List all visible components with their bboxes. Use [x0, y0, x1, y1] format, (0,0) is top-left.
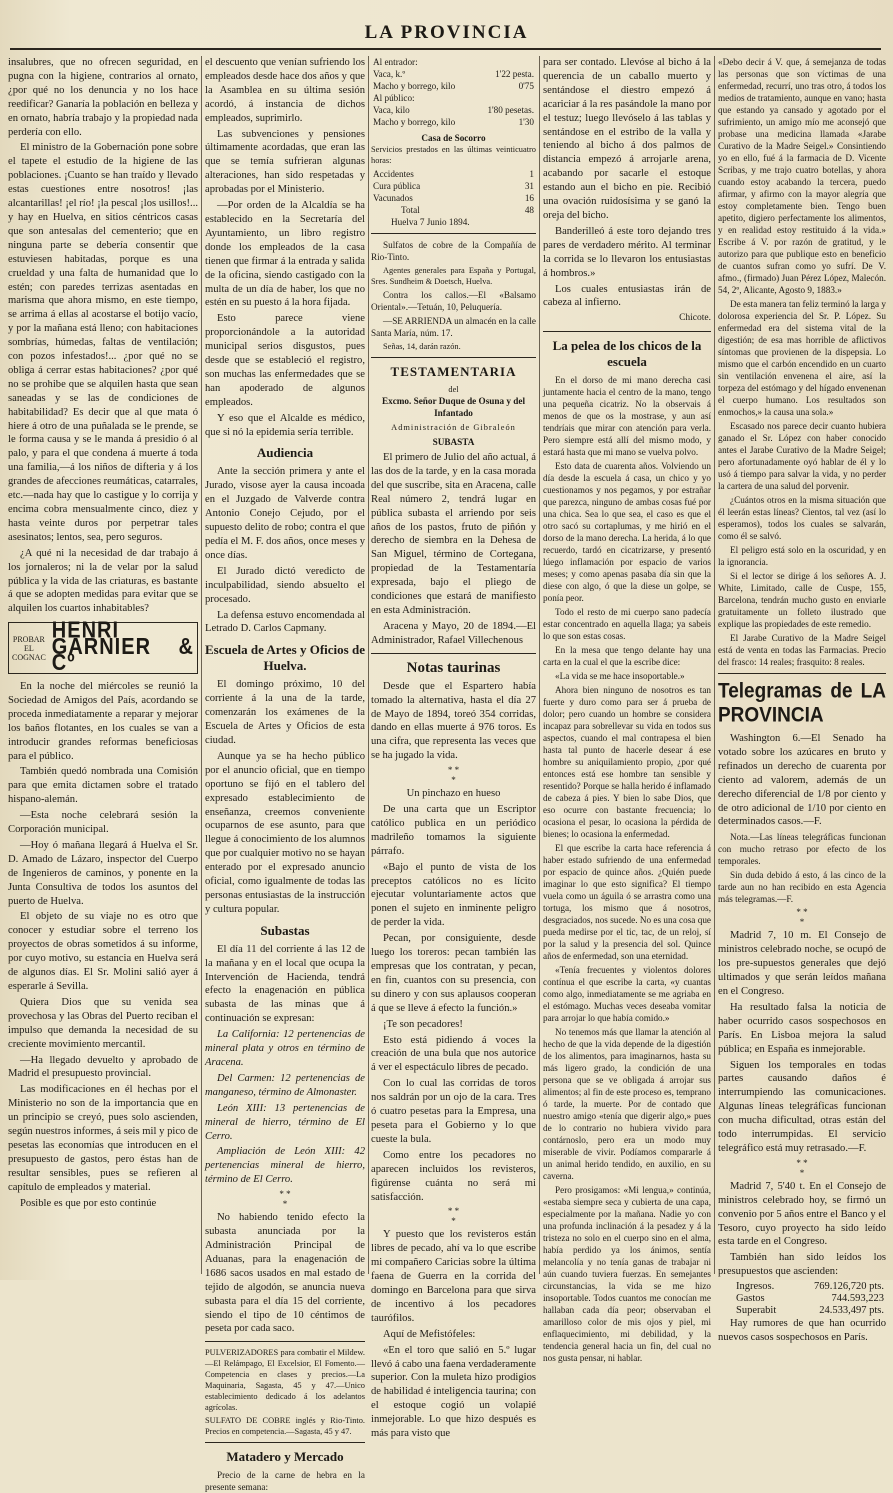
table-row — [718, 1293, 886, 1305]
paragraph: El objeto de su viaje no es otro que conocer y estudiar sobre el terreno los proyectos de obras sometidos á su informe, por cuyo motivo, su estancia en Huelva será de algunos días. El Sr. Molini salió ayer á esperarle á Sevilla. — [8, 911, 198, 992]
section-stars: * * * — [796, 1157, 808, 1178]
section-heading-audiencia: Audiencia — [256, 445, 314, 461]
sulfatos-ad-agents: Agentes generales para España y Portugal, Sres. Sundheim & Doetsch, Huelva. — [371, 266, 536, 286]
signature: Chicote. — [679, 313, 711, 324]
paragraph: Quiera Dios que su venida sea provechosa y las Obras del Puerto reciban el impulso que demanda la necesidad de su creciente movimiento mercantil. — [8, 996, 198, 1050]
section-heading-pelea: La pelea de los chicos de la escuela — [552, 338, 702, 370]
paragraph: Todo el resto de mi cuerpo sano padecía estar concentrado en aquella llaga; ya sabeis lo que son estas cosas. — [543, 607, 711, 642]
price-label: Macho y borrego, kilo — [373, 117, 456, 127]
budget-value: 24.533,497 pts. — [819, 1305, 884, 1317]
paragraph: En el dorso de mi mano derecha casi juntamente hacia el centro de la mano, tengo una pequeña cicatriz. No la observais á menos de que os la mostrase, y aun así tendríais que mirar con atención para verla. Pero siempre está allí del mismo modo, y estará hasta que mi mano se vuelva polvo. — [543, 375, 711, 458]
paragraph: El Jarabe Curativo de la Madre Seigel está de venta en todas las Farmacias. Precio del frasco: 14 reales; frasquito: 8 reales. — [718, 633, 886, 667]
section-stars: * * * — [279, 1189, 291, 1210]
table-row — [371, 192, 536, 204]
column-rule — [368, 56, 369, 1274]
column-4 — [543, 56, 711, 1364]
paragraph: El peligro está solo en la oscuridad, y en la ignorancia. — [718, 545, 886, 567]
ad-small-text: PROBAR EL COGNAC — [12, 634, 46, 662]
testamentaria-name: Excmo. Señor Duque de Osuna y del Infantado — [381, 396, 526, 418]
paragraph: Precio de la carne de hebra en la presente semana: — [205, 1470, 365, 1493]
sulfatos-ad: Sulfatos de cobre de la Compañía de Rio-Tinto. — [371, 240, 536, 262]
paragraph: Como entre los pecadores no aparecen incluidos los revisteros, figúrense cuánta no será mi satisfacción. — [371, 1149, 536, 1203]
price-value — [475, 92, 536, 104]
table-row — [371, 168, 536, 180]
price-value — [475, 56, 536, 68]
arrienda-ad-detail: Señas, 14, darán razón. — [383, 342, 461, 351]
paragraph: Hay rumores de que han ocurrido nuevos casos sospechosos en París. — [718, 1318, 886, 1344]
paragraph: En la mesa que tengo delante hay una carta en la cual el que la escribe dice: — [543, 645, 711, 668]
paragraph: insalubres, que no ofrecen seguridad, en pugna con la higiene, contrarios al ornato, ¿por qué no los denuncia y no los hace reedificar? Ganaría la población en belleza y en ornato, habría trabajo y la propiedad nada perdería con ello. — [8, 57, 198, 138]
socorro-value: 16 — [524, 193, 534, 203]
budget-label: Superabit — [736, 1305, 777, 1317]
socorro-value: 48 — [524, 205, 534, 215]
pulverizadores-ad: PULVERIZADORES para combatir el Mildew.—El Relámpago, El Excelsior, El Fomento.—Competencia en clases y precios.—La Maquinaria, Sagasta, 45 y 47.—Unico establecimiento dedicado á los adelantos agrícolas. — [205, 1348, 365, 1413]
section-heading-notas-taurinas: Notas taurinas — [406, 659, 501, 676]
paragraph: Sin duda debido á esto, á las cinco de la tarde aun no han recibido en esta Agencia más telegramas.—F. — [718, 870, 886, 905]
testamentaria-del: del — [448, 385, 459, 394]
paragraph: Escasado nos parece decir cuanto hubiera ganado el Sr. López con haber conocido antes el Jarabe Curativo de la Madre Seigel; pero afortunadamente oyó hablar de él y lo usó á tiempo para salvar la vida, y no perder la cartera de una salud del porvenir. — [718, 421, 886, 491]
budget-label: Gastos — [736, 1293, 765, 1305]
section-stars: * * * — [447, 765, 460, 786]
paragraph: —Hoy ó mañana llegará á Huelva el Sr. D. Amado de Lázaro, inspector del Cuerpo de Ingenieros de caminos, y ponente en la Junta Consultiva de todos los asuntos del puerto de Huelva. — [8, 839, 198, 907]
paragraph: el descuento que venían sufriendo los empleados desde hace dos años y que la Asamblea en su última sesión acordó, á instancia de dichos empleados, suprimirlo. — [205, 57, 365, 124]
testamentaria-admin: Administración de Gibraleón — [391, 423, 516, 432]
paragraph: Banderilleó á este toro dejando tres pares de verdadero mérito. Al terminar la corrida se lo llevaron los entusiastas á hombros.» — [543, 225, 711, 279]
table-row — [371, 56, 536, 68]
table-row — [371, 116, 536, 128]
section-stars: * * * — [447, 1206, 460, 1227]
paragraph: Las modificaciones en él hechas por el Ministerio no son de la importancia que en un principio se creyó, pues solo ascienden, según nuestros informes, á seis mil y pico de pesetas las economías que introducen en el presupuesto de gastos, pero éstas han de resultar sensibles, pues se refieren al capítulo de empleados y material. — [8, 1084, 198, 1193]
section-heading-subastas: Subastas — [260, 922, 310, 938]
budget-label: Ingresos. — [736, 1281, 775, 1293]
testamentaria-title: TESTAMENTARIA — [390, 364, 517, 379]
paragraph: El día 11 del corriente á las 12 de la mañana y en el local que ocupa la Intervención de Hacienda, tendrá efecto la enagenación en pública subasta de las minas que á continuación se expresan: — [205, 943, 365, 1025]
socorro-label: Vacunados — [373, 193, 413, 203]
divider — [718, 673, 886, 674]
price-label: Al público: — [373, 93, 415, 103]
paragraph: Aracena y Mayo, 20 de 1894.—El Administrador, Rafael Villechenous — [371, 620, 536, 646]
paragraph: El ministro de la Gobernación pone sobre el tapete el estudio de la higiene de las poblaciones. ¡Cuanto se han traído y llevado estas cuestiones entre nosotros! ¡las alcantarillas! ¡el río! ¡la pescal ¡los usillos!... y hay en Huelva, en sitios céntricos casas que son antesalas del cementerio; que en ninguna parte se debería consentir que estuviesen habitadas, porque es una crueldad y una falta de humanidad que lo estén; con paredes terrizas asentadas en marisma que ahora mismo, en este tiempo, se arrima á ellas al acostarse el botijo vacío, y por la mañana está lleno; con habitaciones sombrías, húmedas, faltas de ventilación; con pozos infestados!... ¿por qué no se obliga á cerrar estas habitaciones? ¿por qué no se prohibe que se alquilen hasta que sean saneadas y se las de condiciones de habitabilidad? Es decir que al que mata ó hiere á otro de una puñalada se le prende, se le forma causa y se le manda á presidio ó al palo, y para el que condena á muerte á toda una familia,—á los niños de difteria y á los grandes de afecciones reumáticas, catarrales, etc.—nada hay que lo castigue y lo corrija y encima cobra mensualmente cinco, diez y hasta veinte duros por perpetrar tales asesinatos; lentos, sea, pero seguros. — [8, 142, 198, 543]
paragraph: Desde que el Espartero había tomado la alternativa, hasta el día 27 de Mayo de 1894, toreó 354 corridas, dando en ellas muerte á 976 toros. Es una cifra, que representa las veces que se ha jugado la vida. — [371, 680, 536, 762]
paragraph: No habiendo tenido efecto la subasta anunciada por la Administración Principal de Aduanas, para la enagenación de 1686 sacos usados en mal estado de tejido de algodón, se anuncia nueva subasta para el día 15 del corriente, siendo el tipo de 10 céntimos de peseta por cada saco. — [205, 1212, 365, 1335]
column-2 — [205, 56, 365, 1493]
mine-listing: La California: 12 pertenencias de mineral plata y otros en término de Aracena. — [205, 1029, 365, 1068]
paragraph: Aquí de Mefistófeles: — [383, 1328, 476, 1340]
paragraph: ¡Te son pecadores! — [383, 1018, 463, 1030]
table-row — [718, 1305, 886, 1317]
paragraph: Esto parece viene proporcionándole a la autoridad municipal serios disgustos, pues desde que se estableció el registro, son muchas las enfermedades que se han apoderado de algunos empleados. — [205, 313, 365, 408]
section-stars: * * * — [796, 907, 808, 928]
sulfato-ad: SULFATO DE COBRE inglés y Rio-Tinto. Precios en competencia.—Sagasta, 45 y 47. — [205, 1416, 365, 1437]
price-label: Vaca, k.º — [373, 69, 406, 79]
paragraph: En la noche del miércoles se reunió la Sociedad de Amigos del País, acordando se proceda inmediatamente a reparar y mejorar los baños flotantes, en los cuales se van a introducir grandes reformas beneficiosas para el público. — [8, 680, 198, 762]
socorro-label: Accidentes — [373, 169, 414, 179]
ad-brand-name: HENRI GARNIER & Cº — [51, 618, 194, 676]
divider — [543, 331, 711, 332]
paragraph: Aunque ya se ha hecho público por el anuncio oficial, que en tiempo oportuno se fijó en el tablero del expresado establecimiento de enseñanza, creemos conveniente ocuparnos de ese asunto, para que llegue á conocimiento de los alumnos que por cualquier motivo no se hayan enterado por el expresado anuncio oficial, como igualmente de todas las personas entusiastas de la instrucción y cultura popular. — [205, 750, 365, 915]
price-value: 1'22 pesta. — [495, 69, 534, 79]
paragraph: —Ha llegado devuelto y aprobado de Madrid el presupuesto provincial. — [8, 1054, 198, 1080]
paragraph: Pecan, por consiguiente, desde luego los toreros: pecan también las empresas que los contratan, y pecan, en fin, cuantos con su presencia, con su dinero y con sus aplausos cooperan á que se lleve á efecto la función.» — [371, 933, 536, 1014]
socorro-value: 1 — [529, 169, 534, 179]
paragraph: para ser contado. Llevóse al bicho á la querencia de un caballo muerto y sentándose el diestro empezó á acariciar á la res pasándole la mano por el testuz; luego llevóselo á las tablas y sentándose en el estribo de la valla y teniendo al bicho á dos palmos de distancia empezó á arrojarle arena, acabando por sacarle el estoque estando aun el bicho en pie. Recibió una ovación ruidosísima y se ganó la oreja del bicho. — [543, 57, 711, 221]
subheading: Un pinchazo en hueso — [406, 788, 501, 800]
paragraph: También quedó nombrada una Comisión para que emita dictamen sobre el tratado hispano-alemán. — [8, 766, 198, 806]
socorro-label: Cura pública — [373, 181, 421, 191]
paragraph: No tenemos más que llamar la atención al hecho de que la vida depende de la digestión de los alimentos, para imaginarnos, hasta su más ligero grado, la condición de una persona que se ve obligada á arrojar sus alimentos; al fin de este proceso es, temprano ó tarde, la muerte. Por de contado que nuestro amigo «tenía que digerir algo,» pues de lo contrario no hubiera vivido para contárnoslo, pero era un modo muy miserable de vivir. Podíamos compararle á un animal herido tendido, en auxilio, en su caverna. — [543, 1027, 711, 1182]
paragraph: Madrid 7, 10 m. El Consejo de ministros celebrado noche, se ocupó de los pre-supuestos generales que dejó ultimados y que serán leídos mañana en el Congreso. — [718, 930, 886, 997]
paragraph: «Tenía frecuentes y violentos dolores contínua el que escribe la carta, «y cuantas como algo, inmediatamente se me agriaba en el estómago. Muchas veces deseaba vomitar para arrojar lo que había comido.» — [543, 965, 711, 1024]
paragraph: ¿Cuántos otros en la misma situación que él leerán estas líneas? Cientos, tal vez (así lo esperamos), todos los cuales se salvarán, como él se salvó. — [718, 495, 886, 541]
paragraph: Washington 6.—El Senado ha votado sobre los azúcares en bruto y refinados un derecho de cuarenta por ciento ad valorem, además de un derecho diferencial de 1/8 por ciento y de otro adicional de 1/10 por ciento en determinados casos.—F. — [718, 733, 886, 828]
column-1 — [8, 56, 198, 1276]
paragraph: El Jurado dictó veredicto de inculpabilidad, siendo absuelto el procesado. — [205, 565, 365, 605]
table-row — [371, 92, 536, 104]
arrienda-ad: —SE ARRIENDA un almacén en la calle Santa María, núm. 17. — [371, 316, 536, 338]
paragraph: También han sido leídos los presupuestos que ascienden: — [718, 1252, 886, 1278]
paragraph: Ante la sección primera y ante el Jurado, visose ayer la causa incoada en el Juzgado de Valverde contra Antonio Conejo Cejudo, por el supuesto delito de robo; contra el que pedía el M. F. dos años, once meses y once días. — [205, 466, 365, 561]
divider — [371, 357, 536, 358]
paragraph: Siguen los temporales en todas partes causando daños é interrumpiendo las comunicaciones. Algunas líneas telegráficas funcionan con mucha dificultad, otras están del todo interrumpidas. El servicio telegráfico está muy retrasado.—F. — [718, 1059, 886, 1154]
column-rule — [201, 56, 202, 1274]
paragraph: Las subvenciones y pensiones últimamente acordadas, que eran las que se temía sufrieran algunas alteraciones, han sido respetadas y aprobadas por el Ministerio. — [205, 128, 365, 196]
paragraph: De una carta que un Escriptor católico publica en un periódico madrileño tomamos la siguiente párrafo. — [371, 804, 536, 857]
table-row — [371, 68, 536, 80]
price-label: Al entrador: — [373, 57, 418, 67]
socorro-value: 31 — [524, 181, 534, 191]
column-3 — [371, 56, 536, 1440]
paragraph: El domingo próximo, 10 del corriente á la una de la tarde, comenzarán los exámenes de la Escuela de Artes y Oficios de esta ciudad. — [205, 679, 365, 746]
paragraph: «En el toro que salió en 5.º lugar llevó á cabo una faena verdaderamente superior. Con la muleta hizo prodigios de habilidad é inteligencia taurina; con el estoque cogió un volapié inmejorable. Lo que hizo después es más para visto que — [371, 1344, 536, 1440]
paragraph: Posible es que por esto continúe — [20, 1197, 157, 1209]
header-rule — [10, 48, 881, 50]
paragraph: Y eso que el Alcalde es médico, que si nó la epidemia sería terrible. — [205, 412, 365, 438]
mine-listing: Del Carmen: 12 pertenencias de manganeso, término de Almonaster. — [205, 1072, 365, 1098]
telegramas-heading: Telegramas de LA PROVINCIA — [718, 679, 886, 728]
budget-value: 744.593,223 — [831, 1293, 884, 1305]
meat-price-table — [371, 56, 536, 128]
paragraph: ¿A qué ni la necesidad de dar trabajo á los jornaleros; ni la de velar por la salud pública y la vida de las criaturas, es bastante á que se adopten medidas para evitar que se alquilen los cuartos inhabitables? — [8, 547, 198, 615]
paragraph: Si el lector se dirige á los señores A. J. White, Limitado, calle de Cuspe, 155, Barcelona, tendrán mucho gusto en enviarle gratuitamente un folleto ilustrado que explique las propiedades de este remedio. — [718, 571, 886, 629]
column-rule — [539, 56, 540, 1274]
table-row — [371, 104, 536, 116]
price-value: 1'80 pesetas. — [487, 105, 534, 115]
column-5 — [718, 56, 886, 1344]
paragraph: De esta manera tan feliz terminó la larga y dolorosa experiencia del Sr. P. López. Su enfermedad era del sistema vital de la digestión; de esa mas horrible de aflictivos síntomas que provienen de la dispepsia. Lo mismo que el carbón encendido en un cuarto sin ventilación envenena el aire, así la torpeza del estómago y del hígado envenenan el cuerpo humano. Los resultados son enmochos,» la causa una sola.» — [718, 299, 886, 417]
table-row — [371, 204, 536, 216]
page-title: LA PROVINCIA — [364, 22, 529, 43]
paragraph: «Debo decir á V. que, á semejanza de todas las personas que son víctimas de una enfermedad, recurrí, uno tras otro, á todos los medios de tratamiento, aunque en vano; hasta que estando ya cansado y agotado por el sufrimiento, un amigo mío me aconsejó que probase una medicina llamada «Jarabe Curativo de la Madre Seigel.» Consintiendo yo en ello, fué á la farmacia de D. Vicente Scribas, y me trajo cuatro botellas, y ahora cuando estoy acabando la tercera, puedo afirmar, y afirmo con la mayor alegría que estoy completamente bien. Tengo buen apetito, digiero perfectamente los alimentos, y en realidad estoy restituido á la vida.» Escribe á V. por razón de gratitud, y le autorizo para que publique esto en beneficio de cuantos sufran como yo sufrí. De V. afmo., (firmado) Juan Pérez López, Malecón. 54, 2º, Alicante, Agosto 9, 1883.» — [718, 57, 886, 295]
socorro-title: Casa de Socorro — [421, 133, 486, 143]
socorro-table — [371, 168, 536, 216]
testamentaria-subasta: SUBASTA — [432, 437, 475, 447]
paragraph: Esto data de cuarenta años. Volviendo un día desde la escuela á casa, un chico y yo cuestionamos y nos pegamos, y por estrañar que parezca, ninguno de ambas cosas fué por una chica. Sea lo que sea, el caso es que el otro sacó su cortaplumas, y me hirió en el dorso de la mano derecha. La herida, á lo que recuerdo, tardó en cicatrizarse, y presentó lúego inflamación por espacio de varios meses; y como apenas pasaba día sin que la diese con algo, ó que la diese un golpe, se ponía peor. — [543, 461, 711, 604]
table-row — [371, 180, 536, 192]
paragraph: Ahora bien ninguno de nosotros es tan fuerte y duro como para ser á prueba de dolor; pero cuando un hombre se considera incapaz para sobrellevar su vida en todos sus aspectos, cuando el mal contrapesa el bien hasta tal punto de hacerle desear á ese hombre su aniquilamiento propio, ¿por qué entonces está ese hombre tan sensible y resentido? Porque se halla herido é inflamado de cabeza á pies. Y bien lo sabe Dios, que eso ocurre con bastante frecuencia; lo ocasiona el pesar, lo ocasiona la pérdida de bienes; lo ocasiona la enfermedad. — [543, 685, 711, 840]
socorro-label: Total — [401, 205, 420, 215]
paragraph: Y puesto que los revisteros están libres de pecado, ahí va lo que escribe mi compañero Caricias sobre la última faena de Guerra en la corrida del domingo en Barcelona para que sirva de incentivo á los pecadores taurófilos. — [371, 1229, 536, 1324]
cognac-advertisement — [8, 618, 198, 676]
paragraph: Nota.—Las líneas telegráficas funcionan con mucho retraso por efecto de los temporales. — [718, 832, 886, 867]
table-row — [371, 80, 536, 92]
paragraph: Madrid 7, 5'40 t. En el Consejo de ministros celebrado hoy, se firmó un convenio por 5 años entre el Banco y el Tesoro, cuyo proyecto ha sido leído esta tarde en el Congreso. — [718, 1180, 886, 1248]
paragraph: Con lo cual las corridas de toros nos saldrán por un ojo de la cara. Tres ó cuatro pesetas para la Empresa, una peseta para el Gobierno y lo que cueste la bula. — [371, 1078, 536, 1145]
mine-listing: Ampliación de León XIII: 42 pertenencias mineral de hierro, término de El Cerro. — [205, 1146, 365, 1186]
price-label: Macho y borrego, kilo — [373, 81, 456, 91]
price-value: 0'75 — [518, 81, 534, 91]
paragraph: El que escribe la carta hace referencia á haber estado sufriendo de una enfermedad por espacio de quince años. ¿Quién puede imaginar lo que esto significa? El tiempo vuela como un águila ó se arrastra como una tortuga, los mismo que á nosotros, desgraciados, nos sucede. No es una cosa que pueda medirse por el tic, tac, de un reloj, sí por la salud y la presencia del sol. Quince años de enfermedad, son una eternidad. — [543, 843, 711, 962]
callos-ad: Contra los callos.—El «Balsamo Oriental».—Tetuán, 10, Peluquería. — [371, 290, 536, 312]
divider — [205, 1341, 365, 1342]
budget-value: 769.126,720 pts. — [813, 1281, 884, 1293]
divider — [205, 1442, 365, 1443]
socorro-intro: Servicios prestados en las últimas veinticuatro horas: — [371, 145, 536, 165]
paragraph: Ha resultado falsa la noticia de haber ocurrido casos sospechosos en París. En Lisboa mejora la salud pública; en España es inmejorable. — [718, 1001, 886, 1055]
paragraph: Esto está pidiendo á voces la creación de una bula que nos autorice á ver el espectáculo libres de pecado. — [371, 1034, 536, 1074]
table-row — [718, 1281, 886, 1293]
mine-listing: León XIII: 13 pertenencias de mineral de hierro, término de El Cerro. — [205, 1102, 365, 1142]
price-value: 1'30 — [518, 117, 534, 127]
paragraph: La defensa estuvo encomendada al Letrado D. Carlos Capmany. — [205, 609, 365, 635]
section-heading-matadero: Matadero y Mercado — [226, 1449, 344, 1465]
divider — [371, 653, 536, 654]
socorro-date: Huelva 7 Junio 1894. — [391, 217, 470, 227]
paragraph: —Por orden de la Alcaldía se ha establecido en la Secretaría del Ayuntamiento, un libro registro donde los empleados de la casa tienen que firmar á la entrada y salida de la oficina, siendo castigado con la multa de un día de haber, los que no estén en su puesto á la hora fijada. — [205, 200, 365, 309]
paragraph: —Esta noche celebrará sesión la Corporación municipal. — [8, 810, 198, 836]
price-label: Vaca, kilo — [373, 105, 410, 115]
paragraph: «Bajo el punto de vista de los preceptos católicos no es lícito ejecutar voluntariamente actos que ponen el sujeto en inminente peligro de perder la vida. — [371, 861, 536, 929]
budget-table — [718, 1281, 886, 1317]
paragraph: El primero de Julio del año actual, á las dos de la tarde, y en la casa morada del que suscribe, sita en Aracena, calle Real número 2, tendrá lugar en pública subasta el arriendo por seis años de los pastos, fruto de piñón y derecho de siembra en la Dehesa de San Miguel, término de Cortegana, propiedad de la Testamentaría expresada, bajo el pliego de condiciones que estará de manifiesto en esta Administración. — [371, 452, 536, 616]
section-heading-escuela: Escuela de Artes y Oficios de Huelva. — [205, 642, 365, 674]
paragraph: «La vida se me hace insoportable.» — [555, 671, 685, 682]
column-rule — [714, 56, 715, 1274]
divider — [371, 233, 536, 234]
paragraph: Pero prosigamos: «Mi lengua,» continúa, «estaba siempre seca y cubierta de una capa, especialmente por la mañana. Nadie yo con una profunda inclinación á la pesadez y á la tristeza no solo en el cuerpo sino en el alma, había perdido ya los ánimos, sentía melancolía y no tenía ganas de trabajar ni aún cuando tuviera fuerzas. En semejantes circunstancias, la vida se me hizo insoportable. Todos cuantos me conocían me hallaban cada día peor; observaban el amarilloso color de mis ojos y piel, mi enflaquecimiento, mi debilidad, y la tendencia general hacia un fin, del cual no nos gusta pensar, ni hablar. — [543, 1185, 711, 1364]
paragraph: Los cuales entusiastas irán de cabeza al infierno. — [543, 283, 711, 309]
